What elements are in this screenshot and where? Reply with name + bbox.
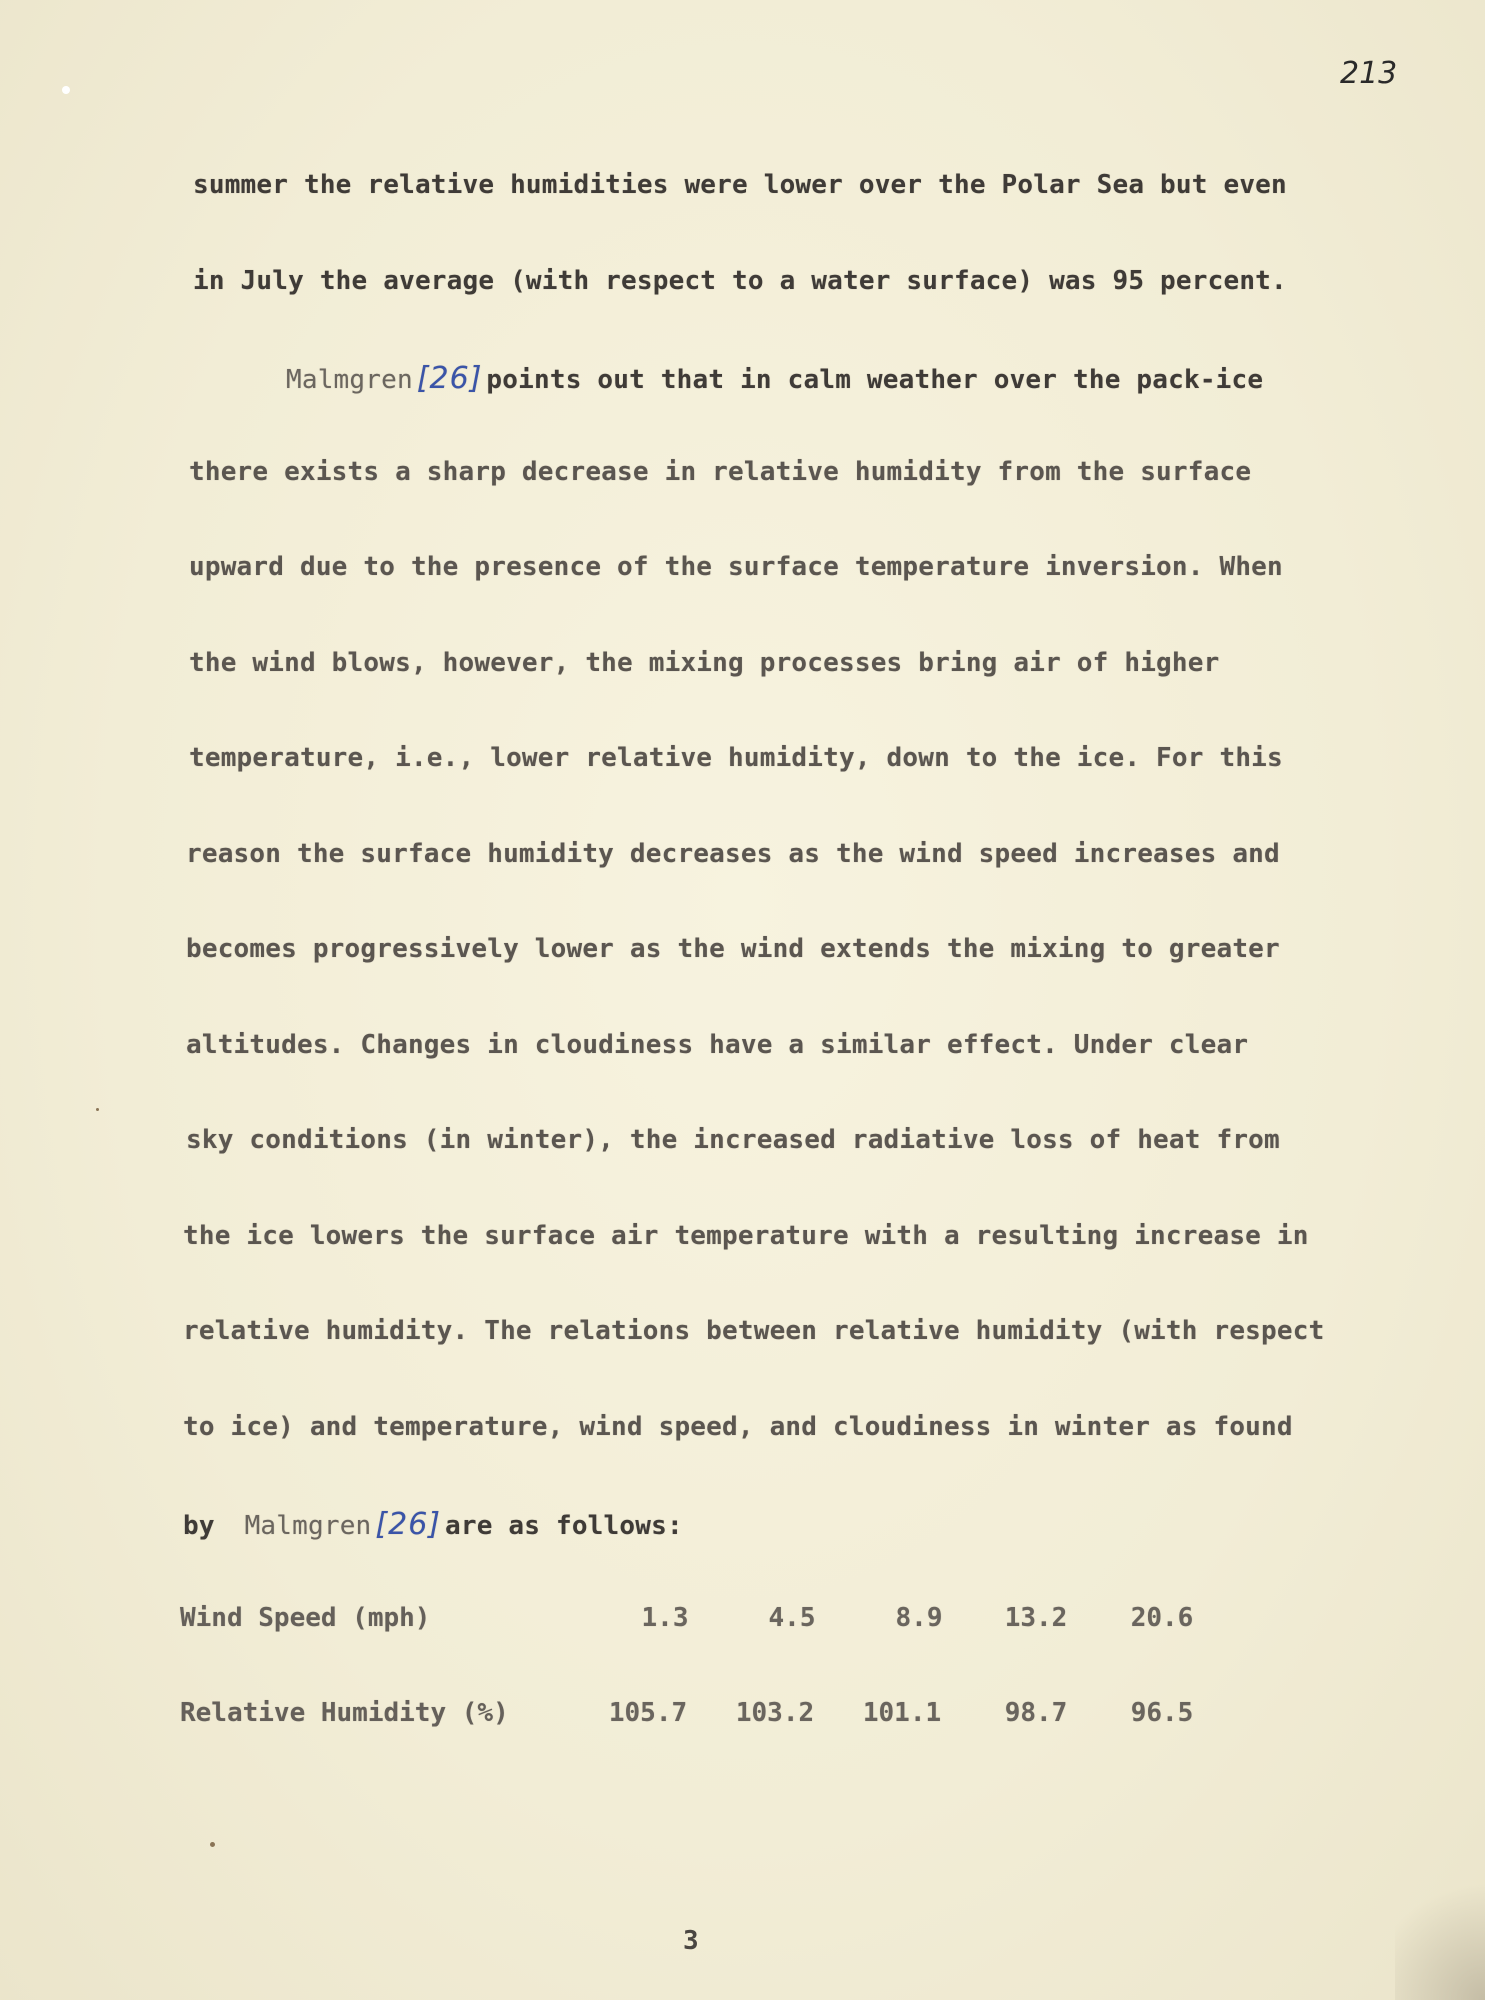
table-cell: 96.5 xyxy=(1130,1698,1194,1728)
table-cell: 4.5 xyxy=(768,1603,816,1633)
text-line: there exists a sharp decrease in relative humidity from the surface xyxy=(189,457,1252,487)
page-corner-shadow xyxy=(1395,1860,1485,2000)
table-cell: 101.1 xyxy=(862,1698,942,1728)
text-line: to ice) and temperature, wind speed, and cloudiness in winter as found xyxy=(183,1412,1293,1442)
paper-speck xyxy=(62,86,70,94)
text-fragment: points out that in calm weather over the pack-ice xyxy=(486,365,1264,395)
text-line: becomes progressively lower as the wind extends the mixing to greater xyxy=(186,934,1280,964)
text-line: summer the relative humidities were lower over the Polar Sea but even xyxy=(193,170,1287,200)
author-name: Malmgren xyxy=(286,365,413,395)
text-line: relative humidity. The relations between relative humidity (with respect xyxy=(183,1316,1325,1346)
text-line: reason the surface humidity decreases as the wind speed increases and xyxy=(186,839,1280,869)
text-line: temperature, i.e., lower relative humidity, down to the ice. For this xyxy=(189,743,1283,773)
text-line: the ice lowers the surface air temperature with a resulting increase in xyxy=(183,1221,1309,1251)
table-cell: 20.6 xyxy=(1130,1603,1194,1633)
table-cell: 1.3 xyxy=(641,1603,689,1633)
text-line: upward due to the presence of the surface temperature inversion. When xyxy=(189,552,1283,582)
author-name: Malmgren xyxy=(244,1511,372,1541)
text-line: in July the average (with respect to a water surface) was 95 percent. xyxy=(193,266,1287,296)
handwritten-citation: [26] xyxy=(416,361,483,396)
text-fragment: by xyxy=(183,1511,215,1541)
text-fragment: are as follows: xyxy=(445,1511,683,1541)
table-row-label: Wind Speed (mph) xyxy=(180,1603,431,1633)
text-line: the wind blows, however, the mixing processes bring air of higher xyxy=(189,648,1220,678)
paper-speck xyxy=(96,1108,99,1111)
text-line xyxy=(183,1507,683,1542)
paper-speck xyxy=(210,1842,215,1847)
text-line xyxy=(286,361,1263,396)
handwritten-page-reference: 213 xyxy=(1340,56,1398,91)
page-number: 3 xyxy=(683,1926,699,1956)
table-cell: 103.2 xyxy=(735,1698,815,1728)
handwritten-citation: [26] xyxy=(375,1507,441,1542)
text-line: altitudes. Changes in cloudiness have a similar effect. Under clear xyxy=(186,1030,1249,1060)
table-cell: 105.7 xyxy=(608,1698,688,1728)
table-cell: 98.7 xyxy=(1004,1698,1068,1728)
table-cell: 8.9 xyxy=(895,1603,943,1633)
table-cell: 13.2 xyxy=(1004,1603,1068,1633)
text-line: sky conditions (in winter), the increased radiative loss of heat from xyxy=(186,1125,1280,1155)
table-row-label: Relative Humidity (%) xyxy=(180,1698,509,1728)
